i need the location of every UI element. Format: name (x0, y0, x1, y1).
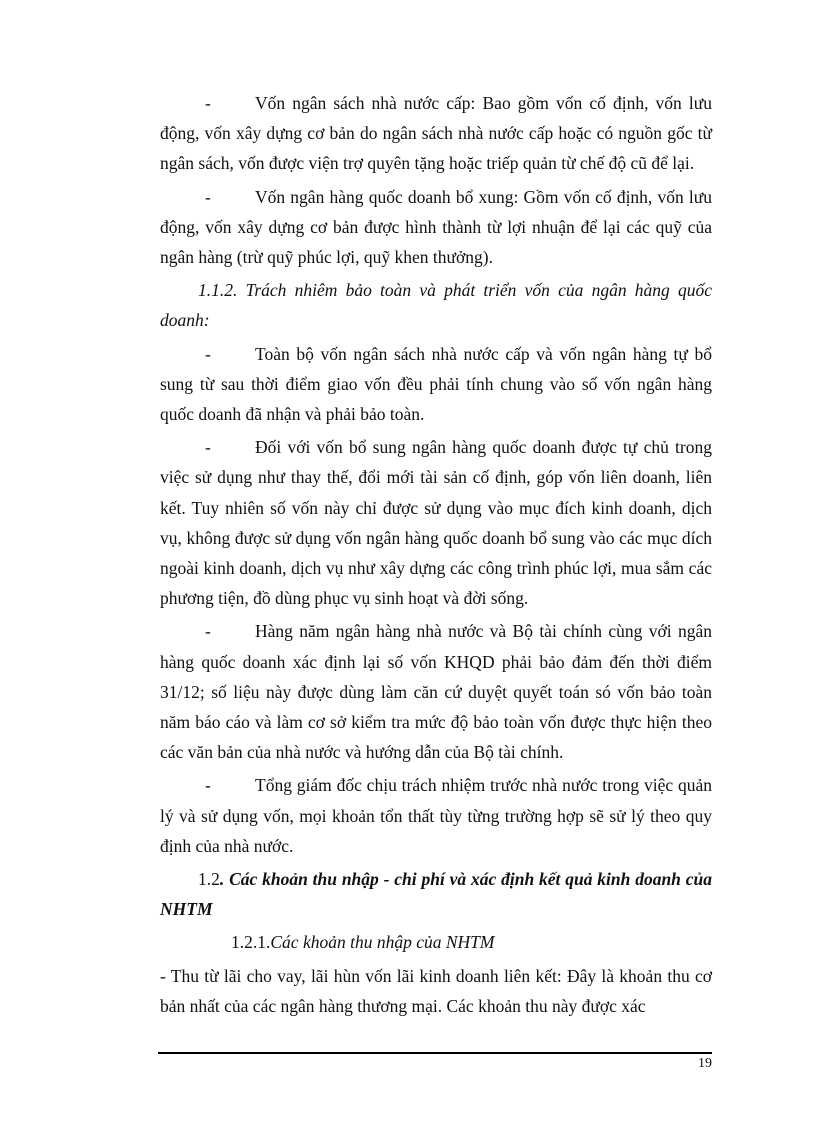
bullet-paragraph (160, 182, 712, 273)
paragraph-text: Toàn bộ vốn ngân sách nhà nước cấp và vốn ngân hàng tự bổ sung từ sau thời điểm giao vốn đều phải tính chung vào số vốn ngân hàng quốc doanh đã nhận và phải bảo toàn. (160, 343, 712, 425)
bullet-dash: - (205, 437, 211, 458)
subsection-heading: 1.1.2. Trách nhiêm bảo toàn và phát triển vốn của ngân hàng quốc doanh: (160, 280, 712, 331)
paragraph-text: Hàng năm ngân hàng nhà nước và Bộ tài chính cùng với ngân hàng quốc doanh xác định lại số vốn KHQD phải bảo đảm đến thời điểm 31/12; số liệu này được dùng làm căn cứ duyệt quyết toán só vốn bảo toàn năm báo cáo và làm cơ sở kiểm tra mức độ bảo toàn vốn được thực hiện theo các văn bản của nhà nước và hướng dẫn của Bộ tài chính. (160, 621, 712, 763)
bullet-paragraph (160, 88, 712, 179)
paragraph-text: Đối với vốn bổ sung ngân hàng quốc doanh được tự chủ trong việc sử dụng như thay thế, đổi mới tài sản cố định, góp vốn liên doanh, liên kết. Tuy nhiên số vốn này chỉ được sử dụng vào mục đích kinh doanh, dịch vụ, không được sử dụng vốn ngân hàng quốc doanh bổ sung vào các mục dích ngoài kinh doanh, dịch vụ như xây dựng các công trình phúc lợi, mua sắm các phương tiện, đồ dùng phục vụ sinh hoạt và đời sống. (160, 437, 712, 609)
page-body (160, 88, 712, 1024)
section-heading (160, 864, 712, 924)
bullet-paragraph (160, 432, 712, 613)
final-paragraph: - Thu từ lãi cho vay, lãi hùn vốn lãi kinh doanh liên kết: Đây là khoản thu cơ bản nhất của các ngân hàng thương mại. Các khoản thu này được xác (160, 965, 712, 1016)
bullet-dash: - (205, 93, 211, 113)
bullet-paragraph (160, 770, 712, 861)
section-number: 1.2 (198, 869, 220, 890)
sub-heading (160, 927, 712, 957)
bullet-dash: - (205, 775, 211, 796)
page-number: 19 (698, 1056, 712, 1071)
bullet-dash: - (205, 343, 211, 364)
bullet-paragraph (160, 339, 712, 430)
paragraph-text: Vốn ngân sách nhà nước cấp: Bao gồm vốn cố định, vốn lưu động, vốn xây dựng cơ bản do ngân sách nhà nước cấp hoặc có nguồn gốc từ ngân sách, vốn được viện trợ quyên tặng hoặc triếp quản từ chế độ cũ để lại. (160, 93, 712, 174)
bullet-dash: - (205, 186, 211, 207)
bullet-dash: - (205, 621, 211, 642)
sub-heading-title: Các khoản thu nhập của NHTM (270, 932, 495, 953)
footer-rule (158, 1052, 712, 1054)
sub-heading-number: 1.2.1. (231, 932, 271, 953)
paragraph-text: Vốn ngân hàng quốc doanh bổ xung: Gồm vốn cố định, vốn lưu động, vốn xây dựng cơ bản được hình thành từ lợi nhuận để lại các quỹ của ngân hàng (trừ quỹ phúc lợi, quỹ khen thưởng). (160, 186, 712, 268)
bullet-paragraph (160, 616, 712, 767)
paragraph-text: Tổng giám đốc chịu trách nhiệm trước nhà nước trong việc quản lý và sử dụng vốn, mọi khoản tổn thất tùy từng trường hợp sẽ sử lý theo quy định của nhà nước. (160, 775, 712, 856)
section-title: . Các khoản thu nhập - chi phí và xác định kết quả kinh doanh của NHTM (160, 869, 712, 920)
